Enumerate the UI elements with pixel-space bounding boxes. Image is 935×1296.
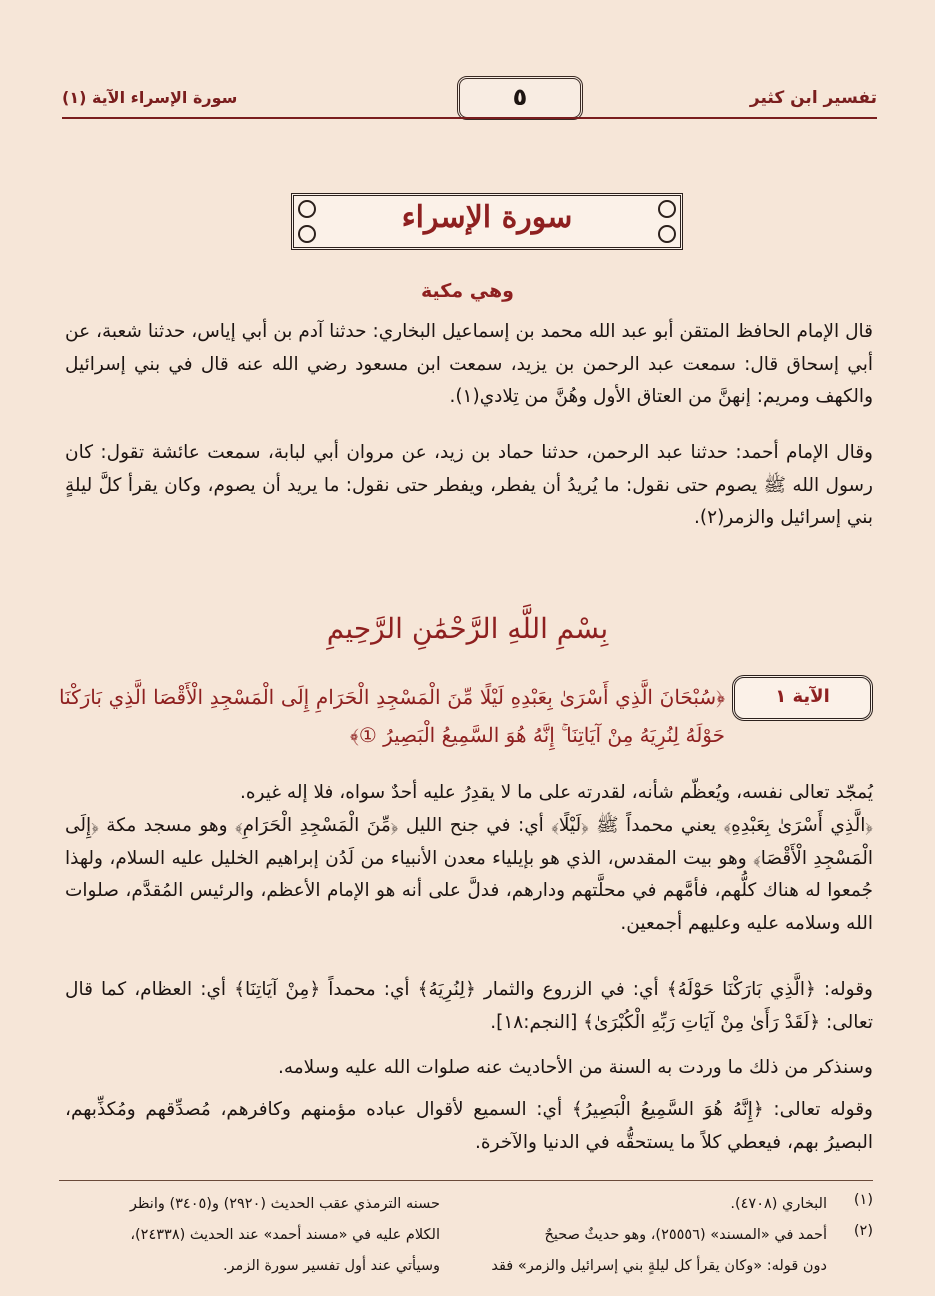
tafsir-paragraph-3: وقوله: ﴿الَّذِي بَارَكْنَا حَوْلَهُ﴾ أي: في الزروع والثمار ﴿لِنُرِيَهُ﴾ أي: محمداً ﴿مِنْ آيَاتِنَا﴾ أي: العظام، كما قال تعالى: ﴿لَقَدْ رَأَىٰ مِنْ آيَاتِ رَبِّهِ الْكُبْرَىٰ﴾ [النجم:١٨].	[65, 979, 873, 1033]
footnote-2-left-line-2: الكلام عليه في «مسند أحمد» عند الحديث (٢٤٣٣٨)،	[130, 1227, 440, 1243]
surah-title: سورة الإسراء	[401, 200, 573, 235]
page-number: ٥	[457, 76, 583, 120]
tafsir-paragraph-2: ﴿الَّذِي أَسْرَىٰ بِعَبْدِهِ﴾ يعني محمداً ﷺ ﴿لَيْلًا﴾ أي: في جنح الليل ﴿مِّنَ الْمَسْجِدِ الْحَرَامِ﴾ وهو مسجد مكة ﴿إِلَى الْمَسْجِدِ الْأَقْصَا﴾ وهو بيت المقدس، الذي هو بإيلياء معدن الأنبياء من لَدُن إبراهيم الخليل عليه السلام، ولهذا جُمعوا له هناك كلُّهم، فأمَّهم في محلَّتهم ودارهم، فدلَّ على أنه هو الإمام الأعظم، والرئيس المُقدَّم، صلوات الله وسلامه عليه وعليهم أجمعين.	[65, 815, 873, 934]
intro-paragraph-2: وقال الإمام أحمد: حدثنا عبد الرحمن، حدثنا حماد بن زيد، عن مروان أبي لبابة، سمعت عائشة تقول: كان رسول الله ﷺ يصوم حتى نقول: ما يُريدُ أن يفطر، ويفطر حتى نقول: ما يريد أن يصوم، وكان يقرأ كلَّ ليلةٍ بني إسرائيل والزمر(٢).	[65, 442, 873, 528]
footnote-2-right-line-1: أحمد في «المسند» (٢٥٥٥٦)، وهو حديثٌ صحيحٌ	[544, 1227, 827, 1243]
footnote-2-number: (٢)	[853, 1223, 873, 1239]
section-label: سورة الإسراء الآية (١)	[62, 88, 238, 107]
book-title: تفسير ابن كثير	[749, 88, 877, 108]
tafsir-paragraph-4: وسنذكر من ذلك ما وردت به السنة من الأحاديث عنه صلوات الله عليه وسلامه.	[277, 1057, 873, 1078]
intro-paragraph-1: قال الإمام الحافظ المتقن أبو عبد الله محمد بن إسماعيل البخاري: حدثنا آدم بن أبي إياس، حدثنا شعبة، عن أبي إسحاق قال: سمعت عبد الرحمن بن يزيد، سمعت ابن مسعود رضي الله عنه قال في بني إسرائيل والكهف ومريم: إنهنَّ من العتاق الأول وهُنَّ من تِلادي(١).	[65, 321, 873, 407]
footnote-2-left-line-3: وسيأتي عند أول تفسير سورة الزمر.	[222, 1258, 440, 1274]
footnote-rule	[59, 1180, 873, 1181]
basmala: بِسْمِ اللَّهِ الرَّحْمَٰنِ الرَّحِيمِ	[326, 612, 609, 645]
footnote-2-left-line-1: حسنه الترمذي عقب الحديث (٢٩٢٠) و(٣٤٠٥) وانظر	[129, 1196, 440, 1212]
tafsir-paragraph-1: يُمجّد تعالى نفسه، ويُعظّم شأنه، لقدرته على ما لا يقدِرُ عليه أحدٌ سواه، فلا إله غيره.	[239, 782, 873, 803]
surah-subtitle: وهي مكية	[421, 280, 514, 302]
ayah-label: الآية ١	[732, 675, 873, 721]
header-rule	[62, 117, 877, 119]
ayah-text: ﴿سُبْحَانَ الَّذِي أَسْرَىٰ بِعَبْدِهِ لَيْلًا مِّنَ الْمَسْجِدِ الْحَرَامِ إِلَى الْمَسْجِدِ الْأَقْصَا الَّذِي بَارَكْنَا حَوْلَهُ لِنُرِيَهُ مِنْ آيَاتِنَا ۚ إِنَّهُ هُوَ السَّمِيعُ الْبَصِيرُ ①﴾	[59, 685, 725, 747]
surah-title-frame	[291, 193, 683, 250]
footnote-1-number: (١)	[853, 1192, 873, 1208]
tafsir-paragraph-5: وقوله تعالى: ﴿إِنَّهُ هُوَ السَّمِيعُ الْبَصِيرُ﴾ أي: السميع لأقوال عباده مؤمنهم وكافرهم، مُصدِّقهم ومُكذِّبهم، البصيرُ بهم، فيعطي كلاً ما يستحقُّه في الدنيا والآخرة.	[65, 1099, 873, 1153]
footnote-2-right-line-2: دون قوله: «وكان يقرأ كل ليلةٍ بني إسرائيل والزمر» فقد	[491, 1258, 827, 1274]
footnote-1-text: البخاري (٤٧٠٨).	[730, 1196, 827, 1212]
page-header	[62, 74, 877, 122]
